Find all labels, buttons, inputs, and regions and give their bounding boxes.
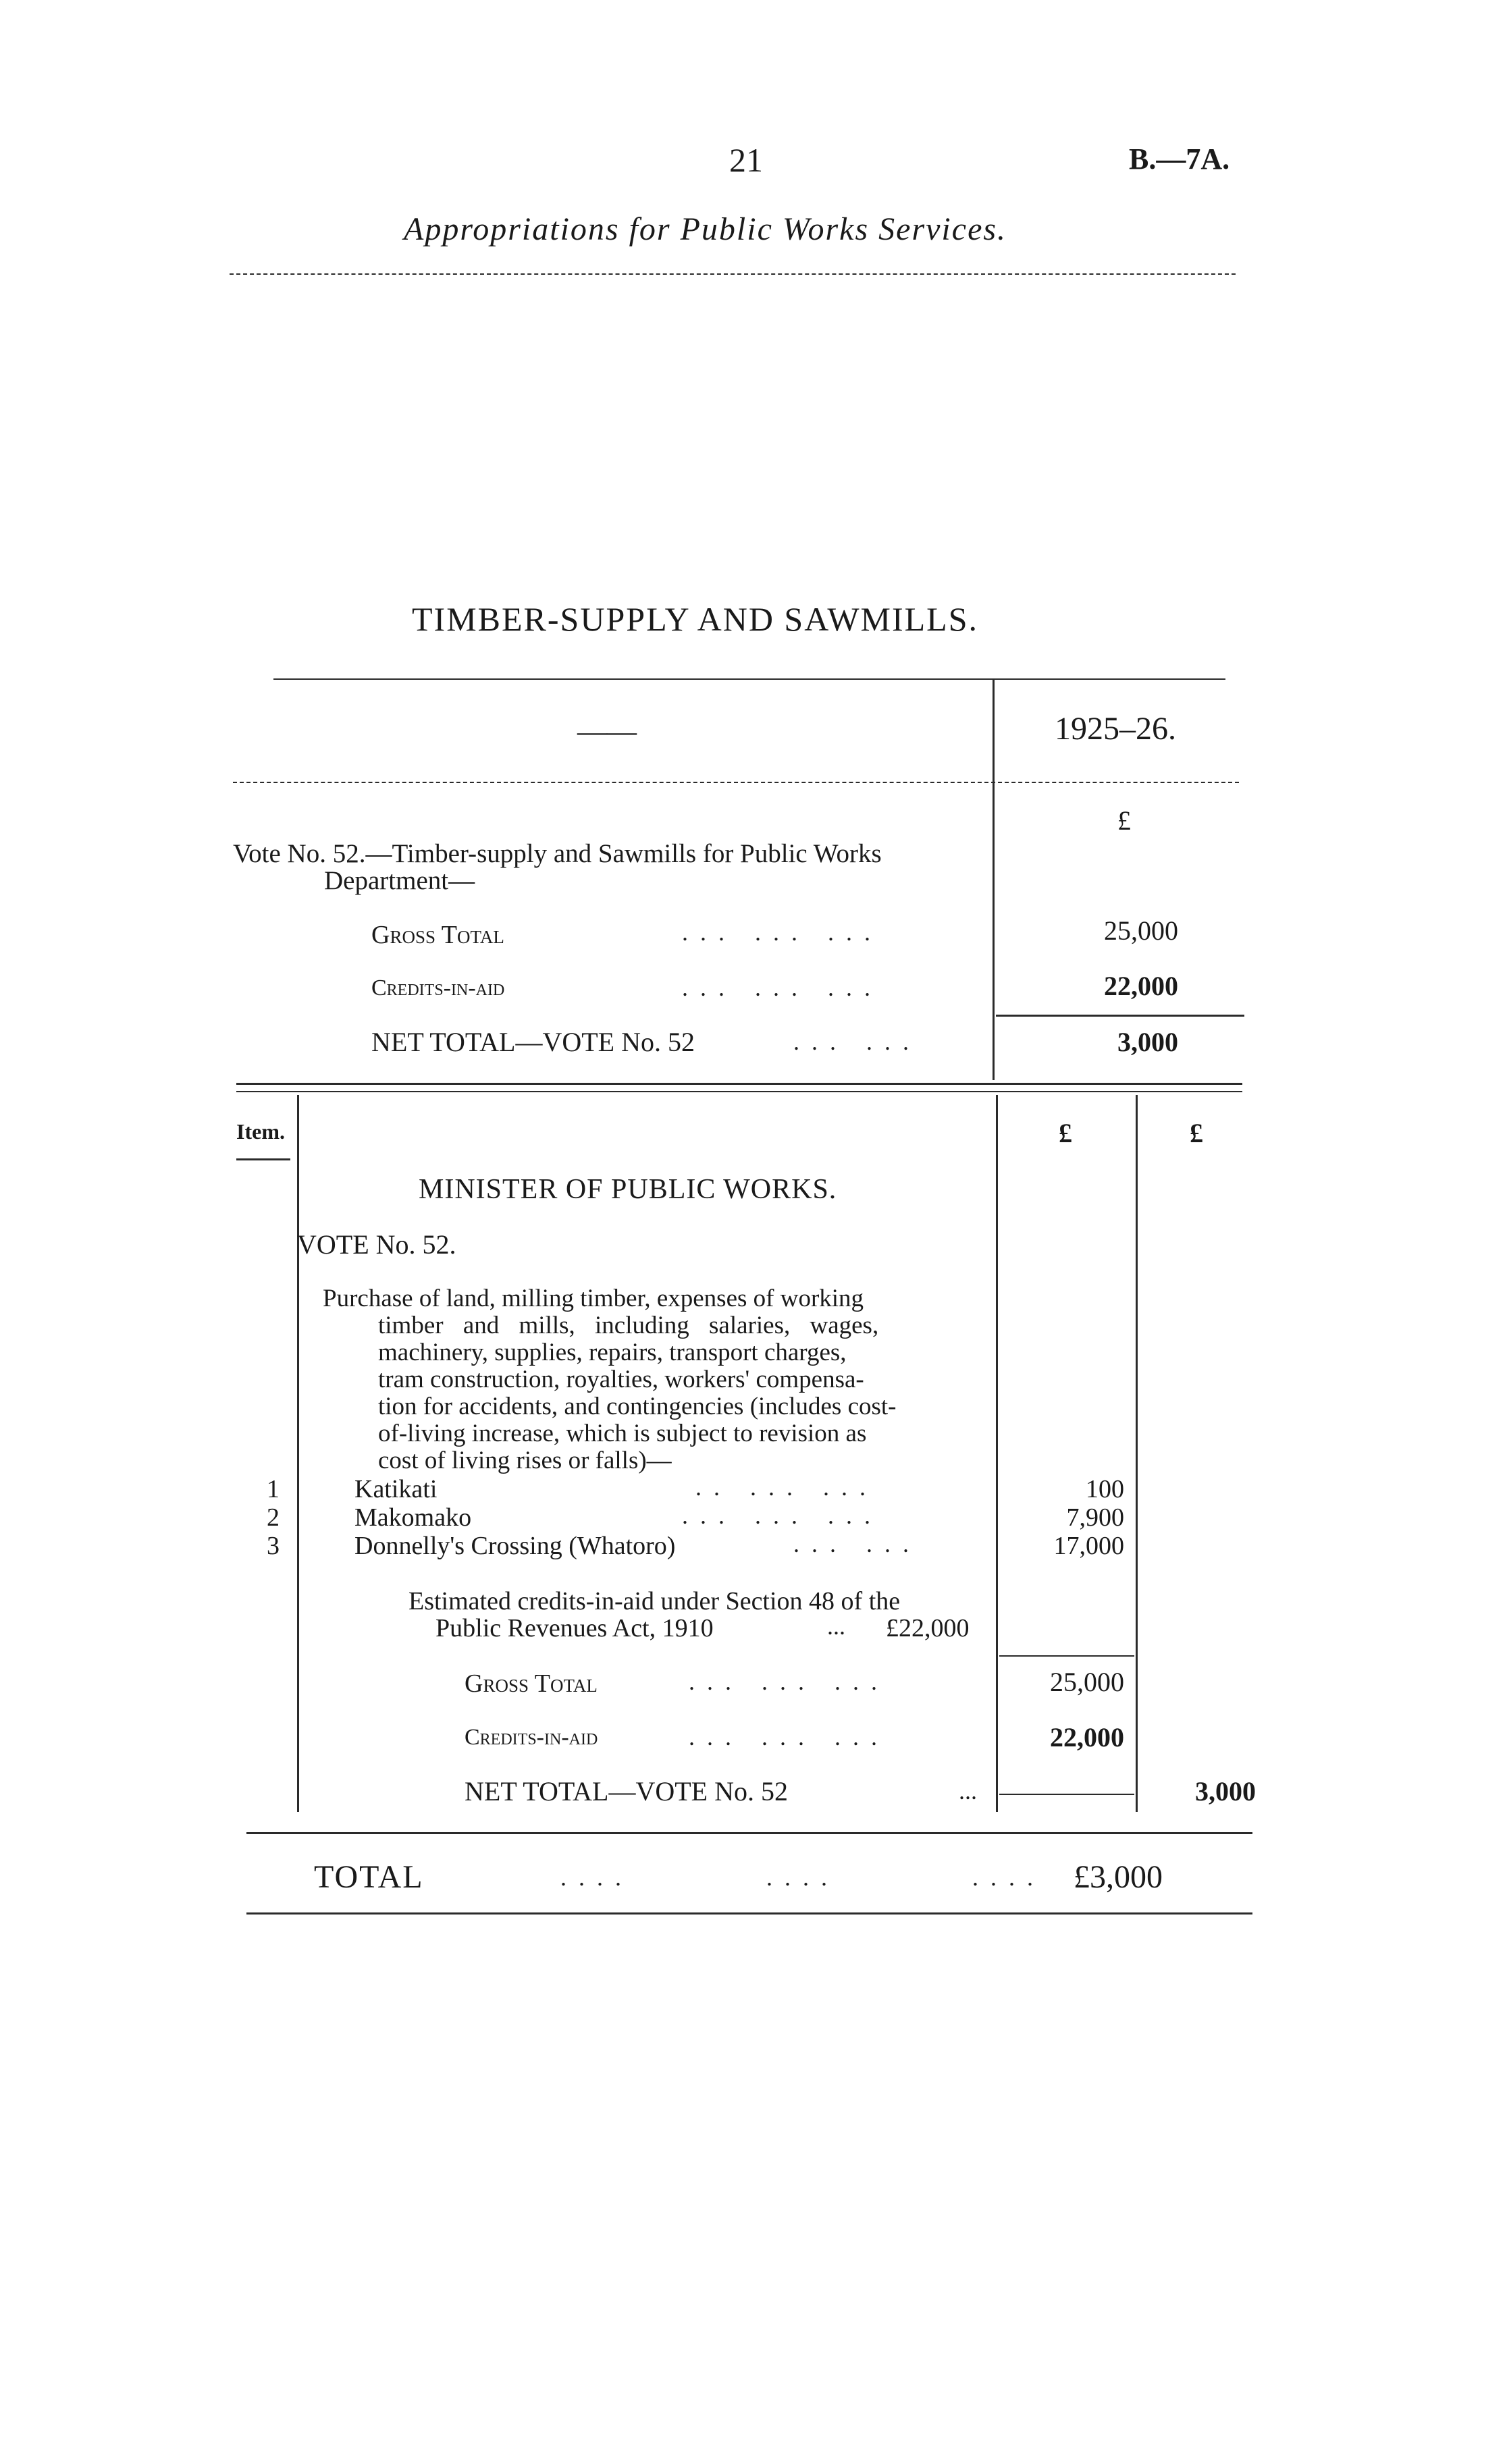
total-dots: .... .... .... <box>560 1864 1045 1891</box>
detail-credits-dots: ... ... ... <box>689 1723 889 1750</box>
total-label: TOTAL <box>314 1859 424 1895</box>
summary-gross-dots: ... ... ... <box>682 919 882 946</box>
header-rule <box>230 273 1236 275</box>
detail-gross-value: 25,000 <box>1050 1667 1124 1697</box>
detail-gross-rule <box>999 1655 1134 1657</box>
item-value: 17,000 <box>1053 1532 1124 1560</box>
item-header-rule <box>236 1158 290 1160</box>
item-number: 3 <box>267 1532 280 1560</box>
item-number: 1 <box>267 1475 280 1503</box>
page-number: 21 <box>729 141 763 179</box>
description-line: tram construction, royalties, workers' compensa- <box>378 1366 864 1393</box>
summary-gross-label: Gross Total <box>371 921 504 949</box>
item-name: Katikati <box>354 1475 438 1503</box>
summary-header-rule <box>233 782 1239 783</box>
detail-net-value: 3,000 <box>1195 1776 1256 1806</box>
summary-net-value: 3,000 <box>1117 1027 1178 1057</box>
detail-gross-label: Gross Total <box>465 1669 598 1698</box>
detail-col2-currency: £ <box>1190 1118 1203 1148</box>
description-line: cost of living rises or falls)— <box>378 1447 672 1474</box>
detail-net-rule <box>999 1794 1134 1795</box>
total-bottom-rule <box>246 1912 1252 1914</box>
summary-dash: —— <box>577 715 637 748</box>
estimate-dots: ... <box>827 1613 845 1640</box>
estimate-line1: Estimated credits-in-aid under Section 48 of the <box>408 1587 901 1615</box>
detail-credits-label: Credits-in-aid <box>465 1725 598 1750</box>
vote-heading-line1: Vote No. 52.—Timber-supply and Sawmills for Public Works <box>233 839 882 868</box>
item-column-header: Item. <box>236 1119 285 1144</box>
item-dots: ... ... <box>793 1530 921 1557</box>
item-dots: ... ... ... <box>682 1502 882 1529</box>
summary-year-header: 1925–26. <box>1055 711 1176 747</box>
detail-credits-value: 22,000 <box>1050 1722 1124 1752</box>
item-dots: .. ... ... <box>695 1474 878 1501</box>
summary-credits-value: 22,000 <box>1104 971 1178 1001</box>
estimate-line2: Public Revenues Act, 1910 <box>435 1614 714 1642</box>
item-name: Makomako <box>354 1503 472 1532</box>
running-title: Appropriations for Public Works Services. <box>404 211 1007 247</box>
item-value: 7,900 <box>1066 1503 1124 1532</box>
vote-label: VOTE No. 52. <box>297 1229 456 1260</box>
summary-column-divider <box>993 678 995 1080</box>
item-name: Donnelly's Crossing (Whatoro) <box>354 1532 676 1560</box>
detail-col1-currency: £ <box>1059 1118 1072 1148</box>
summary-credits-rule <box>996 1015 1244 1017</box>
description-line: of-living increase, which is subject to revision as <box>378 1420 867 1447</box>
item-number: 2 <box>267 1503 280 1532</box>
detail-net-dots: ... <box>959 1777 977 1804</box>
description-line: Purchase of land, milling timber, expenses of working <box>323 1285 864 1312</box>
summary-net-dots: ... ... <box>793 1028 921 1055</box>
document-reference: B.—7A. <box>1129 142 1230 176</box>
summary-credits-dots: ... ... ... <box>682 974 882 1001</box>
detail-gross-dots: ... ... ... <box>689 1668 889 1695</box>
description-line: timber and mills, including salaries, wages, <box>378 1312 879 1339</box>
summary-currency: £ <box>1117 805 1131 836</box>
item-value: 100 <box>1086 1475 1124 1503</box>
detail-column-divider-1 <box>996 1095 998 1812</box>
summary-bottom-rule-2 <box>236 1091 1242 1092</box>
section-title: TIMBER-SUPPLY AND SAWMILLS. <box>412 600 979 638</box>
minister-heading: MINISTER OF PUBLIC WORKS. <box>419 1174 837 1205</box>
detail-item-divider <box>297 1095 299 1812</box>
description-line: machinery, supplies, repairs, transport charges, <box>378 1339 847 1366</box>
summary-net-label: NET TOTAL—VOTE No. 52 <box>371 1027 695 1057</box>
detail-column-divider-2 <box>1136 1095 1138 1812</box>
detail-net-label: NET TOTAL—VOTE No. 52 <box>465 1776 788 1806</box>
summary-top-rule <box>273 678 1225 680</box>
description-line: tion for accidents, and contingencies (includes cost- <box>378 1393 897 1420</box>
summary-gross-value: 25,000 <box>1104 915 1178 946</box>
summary-bottom-rule-1 <box>236 1083 1242 1085</box>
estimate-amount: £22,000 <box>886 1614 970 1642</box>
summary-credits-label: Credits-in-aid <box>371 975 505 1000</box>
total-top-rule <box>246 1832 1252 1834</box>
vote-heading-line2: Department— <box>324 866 475 895</box>
total-value: £3,000 <box>1074 1859 1163 1895</box>
